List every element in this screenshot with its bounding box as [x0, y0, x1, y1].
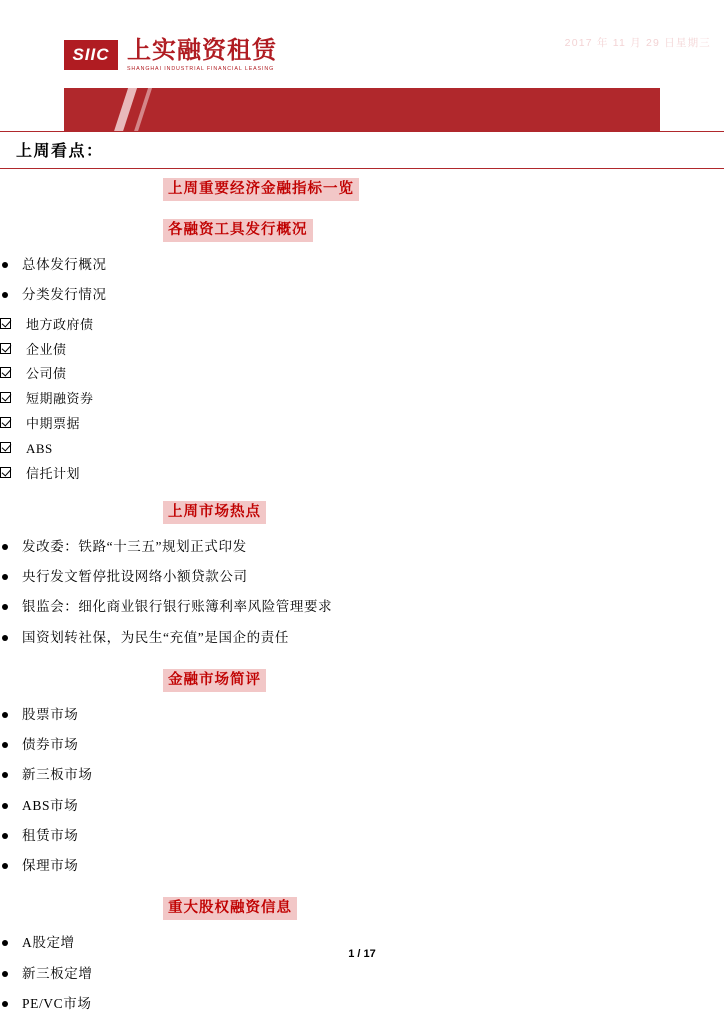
- list-item: A股定增: [0, 934, 724, 952]
- list-item: 国资划转社保，为民生“充值”是国企的责任: [0, 629, 724, 647]
- list-item: [0, 342, 724, 359]
- checkbox-checked-icon: [0, 417, 11, 428]
- list-item: 新三板定增: [0, 965, 724, 983]
- list-item-label: 信托计划: [26, 466, 81, 482]
- checkbox-checked-icon: [0, 442, 11, 453]
- list-item: [0, 391, 724, 408]
- section-heading-row: [163, 501, 724, 524]
- list-item: [0, 317, 724, 334]
- list-item: 银监会：细化商业银行银行账簿利率风险管理要求: [0, 598, 724, 616]
- section-heading-row: [163, 219, 724, 242]
- section-heading-issuance: 各融资工具发行概况: [163, 219, 313, 242]
- logo-mark-icon: SIIC: [64, 40, 118, 70]
- section-heading-row: [163, 897, 724, 920]
- list-item: 保理市场: [0, 857, 724, 875]
- list-item: 债券市场: [0, 736, 724, 754]
- equity-financing-bullet-list: [0, 934, 724, 1013]
- list-item: [0, 416, 724, 433]
- checkbox-checked-icon: [0, 318, 11, 329]
- issuance-bullet-list: [0, 256, 724, 304]
- list-item: 发改委：铁路“十三五”规划正式印发: [0, 538, 724, 556]
- list-item: 新三板市场: [0, 766, 724, 784]
- issuance-check-list: [0, 317, 724, 483]
- report-title: 上实融资租赁有限公司–融资工具周报: [378, 9, 712, 29]
- subheader-label: 上周看点：: [16, 143, 104, 160]
- section-heading-equity-financing: 重大股权融资信息: [163, 897, 297, 920]
- list-item: 股票市场: [0, 706, 724, 724]
- list-item-label: 企业债: [26, 341, 67, 357]
- section-heading-row: [163, 178, 724, 201]
- page-footer: 1 / 17: [348, 948, 376, 960]
- section-heading-market-review: 金融市场简评: [163, 669, 266, 692]
- list-item: [0, 466, 724, 483]
- list-item: 分类发行情况: [0, 286, 724, 304]
- logo-text: [127, 38, 277, 72]
- logo-company-name-en: SHANGHAI INDUSTRIAL FINANCIAL LEASING: [127, 66, 275, 73]
- company-logo: [64, 38, 277, 72]
- market-review-bullet-list: [0, 706, 724, 875]
- subheader-bar: [0, 131, 724, 169]
- logo-company-name-cn: 上实融资租赁: [127, 37, 277, 64]
- list-item-label: 短期融资券: [26, 391, 94, 407]
- list-item: ABS市场: [0, 797, 724, 815]
- list-item-label: 中期票据: [26, 416, 81, 432]
- list-item-label: ABS: [26, 441, 53, 457]
- section-heading-hotspots: 上周市场热点: [163, 501, 266, 524]
- checkbox-checked-icon: [0, 392, 11, 403]
- report-date: 2017 年 11 月 29 日星期三: [564, 37, 711, 49]
- document-body: [0, 178, 724, 1023]
- list-item: [0, 366, 724, 383]
- section-heading-row: [163, 669, 724, 692]
- list-item: 租赁市场: [0, 827, 724, 845]
- checkbox-checked-icon: [0, 467, 11, 478]
- section-heading-indicators: 上周重要经济金融指标一览: [163, 178, 359, 201]
- list-item: 央行发文暂停批设网络小额贷款公司: [0, 568, 724, 586]
- list-item: PE/VC市场: [0, 995, 724, 1013]
- checkbox-checked-icon: [0, 343, 11, 354]
- list-item-label: 公司债: [26, 366, 67, 382]
- list-item: 总体发行概况: [0, 256, 724, 274]
- list-item-label: 地方政府债: [26, 316, 94, 332]
- checkbox-checked-icon: [0, 367, 11, 378]
- hotspots-bullet-list: [0, 538, 724, 647]
- list-item: [0, 441, 724, 458]
